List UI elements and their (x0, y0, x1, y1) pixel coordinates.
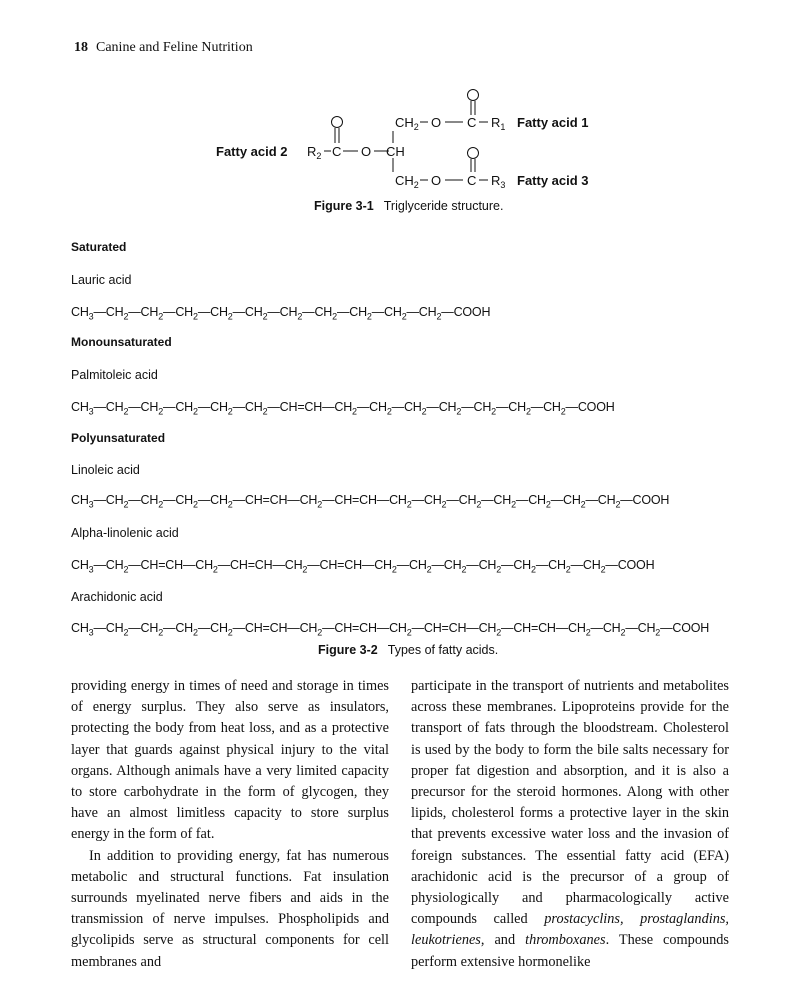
fatty-acid-3-label: Fatty acid 3 (517, 173, 589, 188)
svg-text:C: C (467, 173, 477, 188)
fatty-acid-1-label: Fatty acid 1 (517, 115, 589, 130)
figure-3-2-text: Types of fatty acids. (387, 643, 499, 657)
svg-text:CH2: $CH_2$ (395, 173, 419, 190)
italic-term: thromboxanes (525, 932, 606, 949)
body-left-column (71, 676, 389, 973)
svg-text:R2: $R_2$ (307, 144, 322, 161)
figure-3-1-label: Figure 3-1 (314, 199, 374, 213)
acid-name-arachidonic: Arachidonic acid (71, 590, 163, 604)
svg-text:O: O (361, 144, 372, 159)
svg-text:C: C (467, 115, 477, 130)
category-polyunsaturated: Polyunsaturated (71, 431, 166, 445)
formula-palmitoleic: $CH_3—CH_2—CH_2—CH_2—CH_2—CH_2—CH=CH—CH_2—CH_2—CH_2—CH_2—CH_2—CH_2—CH_2—COOH$ (71, 400, 615, 417)
svg-text:O: O (431, 115, 442, 130)
svg-text:C: C (332, 144, 342, 159)
formula-lauric: $CH_3—CH_2—CH_2—CH_2—CH_2—CH_2—CH_2—CH_2—CH_2—CH_2—CH_2—COOH$ (71, 305, 491, 322)
category-saturated: Saturated (71, 240, 127, 254)
triglyceride-structure-diagram (200, 84, 620, 214)
acid-name-palmitoleic: Palmitoleic acid (71, 368, 158, 382)
figure-3-1-caption (314, 199, 503, 213)
running-header (74, 40, 253, 56)
svg-text:CH: CH (386, 144, 405, 159)
italic-terms: prostacyclins, prostaglandins, leukotrienes (411, 911, 729, 949)
page-number: 18 (74, 40, 88, 55)
formula-arachidonic: $CH_3—CH_2—CH_2—CH_2—CH_2—CH=CH—CH_2—CH=CH—CH_2—CH=CH—CH_2—CH=CH—CH_2—CH_2—CH_2—COOH$ (71, 621, 710, 638)
figure-3-1-text: Triglyceride structure. (383, 199, 504, 213)
fatty-acid-2-label: Fatty acid 2 (216, 144, 288, 159)
text-run: participate in the transport of nutrients and metabolites across these membranes. Lipoproteins provide for the transport of fats through the bloodstream. Cholesterol is used by the body to form the bile salts necessary for proper fat digestion and absorption, and it is also a precursor for the steroid hormones. Along with other lipids, cholesterol forms a protective layer in the skin that prevents excessive water loss and the invasion of foreign substances. The essential fatty acid (EFA) arachidonic acid is the precursor of a group of physiologically and pharmacologically active compounds called (411, 678, 729, 928)
svg-text:CH2: $CH_2$ (395, 115, 419, 132)
body-right-column (411, 676, 729, 973)
figure-3-2-label: Figure 3-2 (318, 643, 378, 657)
text-run: . These compounds perform extensive hormonelike (411, 932, 729, 970)
text-run: , and (480, 932, 526, 949)
paragraph (411, 676, 729, 973)
acid-name-lauric: Lauric acid (71, 273, 132, 287)
formula-alpha-linolenic: $CH_3—CH_2—CH=CH—CH_2—CH=CH—CH_2—CH=CH—CH_2—CH_2—CH_2—CH_2—CH_2—CH_2—CH_2—COOH$ (71, 558, 655, 575)
svg-text:R1: $R_1$ (491, 115, 506, 132)
paragraph: providing energy in times of need and storage in times of energy surplus. They also serve as insulators, protecting the body from heat loss, and as a protective layer that guards against physical injury to the vital organs. Although animals have a very limited capacity to store carbohydrate in the form of glycogen, they have an almost limitless capacity to store surplus energy in the form of fat. (71, 678, 389, 843)
category-monounsaturated: Monounsaturated (71, 335, 172, 349)
svg-text:O: O (431, 173, 442, 188)
acid-name-linoleic: Linoleic acid (71, 463, 140, 477)
paragraph: In addition to providing energy, fat has numerous metabolic and structural functions. Fat insulation surrounds myelinated nerve fibers and aids in the transmission of nerve impulses. Phospholipids and glycolipids serve as structural components for cell membranes and (71, 847, 389, 970)
svg-text:R3: $R_3$ (491, 173, 506, 190)
acid-name-alpha-linolenic: Alpha-linolenic acid (71, 526, 179, 540)
figure-3-2-caption (318, 643, 498, 657)
book-title: Canine and Feline Nutrition (96, 40, 253, 55)
formula-linoleic: $CH_3—CH_2—CH_2—CH_2—CH_2—CH=CH—CH_2—CH=CH—CH_2—CH_2—CH_2—CH_2—CH_2—CH_2—CH_2—COOH$ (71, 493, 670, 510)
